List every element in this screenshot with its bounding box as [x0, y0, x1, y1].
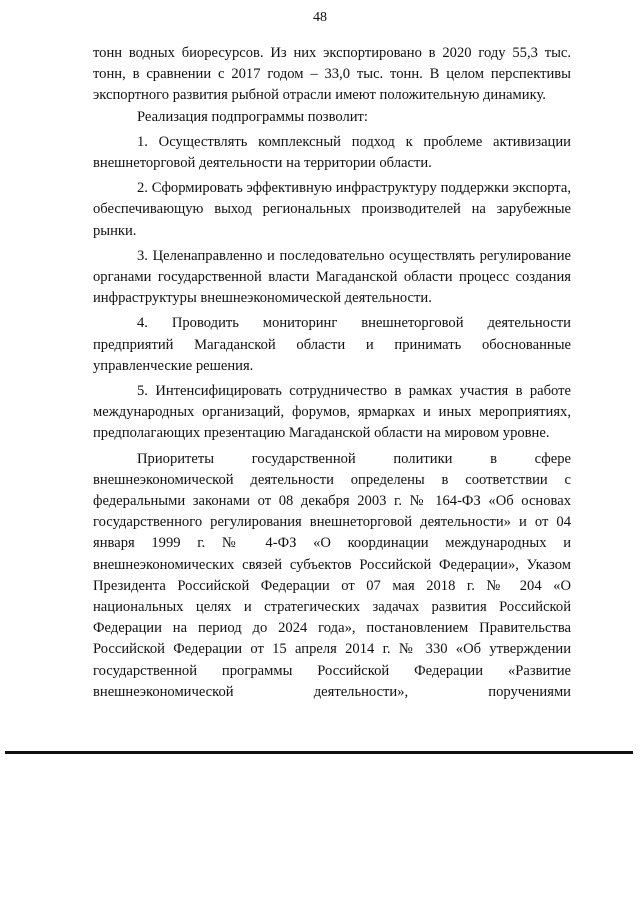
paragraph-state-policy-priorities: Приоритеты государственной политики в сфере внешнеэкономической деятельности определены в соответствии с федеральными законами от 08 декабря 2003 г. № 164-ФЗ «Об основах государственного регулирования внешнеторговой деятельности» и от 04 января 1999 г. № 4-ФЗ «О координации международных и внешнеэкономических связей субъектов Российской Федерации», Указом Президента Российской Федерации от 07 мая 2018 г. № 204 «О национальных целях и стратегических задачах развития Российской Федерации на период до 2024 года», постановлением Правительства Российской Федерации от 15 апреля 2014 г. № 330 «Об утверждении государственной программы Российской Федерации «Развитие внешнеэкономической деятельности», поручениями: [93, 450, 571, 700]
list-item-5: 5. Интенсифицировать сотрудничество в рамках участия в работе международных организаций, форумов, ярмарках и иных мероприятиях, предполагающих презентацию Магаданской области на мировом уровне.: [93, 383, 571, 442]
document-body: [93, 43, 571, 703]
paragraph-subprogram-intro: Реализация подпрограммы позволит:: [137, 108, 368, 125]
list-item-2: 2. Сформировать эффективную инфраструктуру поддержки экспорта, обеспечивающую выход региональных производителей на зарубежные рынки.: [93, 180, 571, 239]
list-item-3: 3. Целенаправленно и последовательно осуществлять регулирование органами государственной власти Магаданской области процесс создания инфраструктуры внешнеэкономической деятельности.: [93, 247, 571, 307]
paragraph-fish-exports: тонн водных биоресурсов. Из них экспортировано в 2020 году 55,3 тыс. тонн, в сравнении с 2017 годом – 33,0 тыс. тонн. В целом перспективы экспортного развития рыбной отрасли имеют положительную динамику.: [93, 45, 571, 104]
page-number: 48: [313, 10, 327, 25]
bottom-rule: [5, 751, 633, 754]
list-item-4: 4. Проводить мониторинг внешнеторговой деятельности предприятий Магаданской области и принимать обоснованные управленческие решения.: [93, 315, 571, 374]
list-item-1: 1. Осуществлять комплексный подход к проблеме активизации внешнеторговой деятельности на территории области.: [93, 133, 571, 172]
